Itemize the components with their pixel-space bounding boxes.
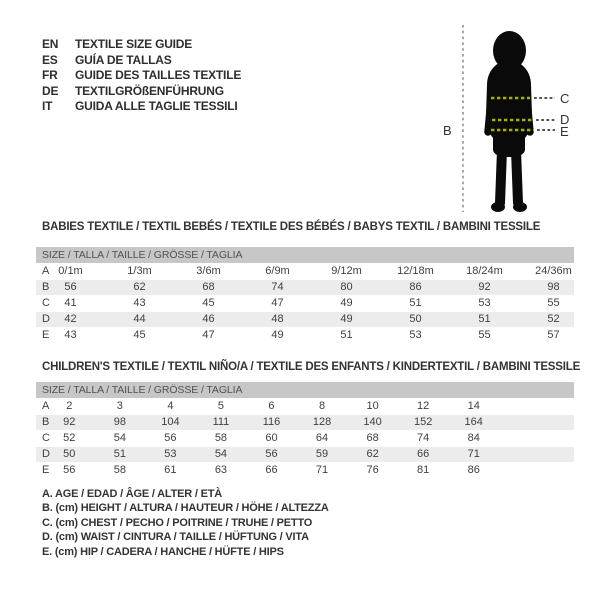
table-cell: 68 [366, 432, 379, 444]
language-label: TEXTILE SIZE GUIDE [75, 37, 193, 51]
table-cell: 62 [133, 281, 146, 293]
row-cells [44, 398, 499, 414]
table-cell: 49 [340, 313, 353, 325]
table-row-C [36, 430, 574, 446]
table-cell: 55 [547, 297, 560, 309]
table-cell: 71 [315, 464, 329, 476]
table-row-A [36, 263, 574, 279]
table-cell: 56 [63, 464, 76, 476]
table-cell: 12/18m [397, 265, 434, 277]
table-cell: 62 [366, 448, 379, 460]
language-code: FR [42, 68, 58, 82]
table-cell: 54 [214, 448, 228, 460]
table-row-E [36, 327, 574, 343]
table-cell: 74 [417, 432, 430, 444]
table-cell: 1/3m [127, 265, 152, 277]
language-label: GUÍA DE TALLAS [75, 52, 172, 67]
table-cell: 43 [133, 297, 146, 309]
table-cell: 68 [202, 281, 215, 293]
table-cell: 6 [268, 400, 275, 412]
row-cells [36, 280, 588, 295]
table-cell: 4 [167, 400, 174, 412]
legend-line: B. (cm) HEIGHT / ALTURA / HAUTEUR / HÖHE / ALTEZZA [42, 502, 329, 515]
table-cell: 12 [417, 400, 430, 412]
legend-line: C. (cm) CHEST / PECHO / POITRINE / TRUHE / PETTO [42, 516, 313, 529]
language-code: IT [42, 99, 53, 113]
table-cell: 56 [164, 432, 177, 444]
table-cell: 5 [217, 400, 224, 412]
table-cell: 24/36m [535, 265, 572, 277]
table-cell: 63 [214, 464, 228, 476]
children-table-header: SIZE / TALLA / TAILLE / GRÖSSE / TAGLIA [36, 382, 574, 398]
table-cell: 47 [271, 297, 284, 309]
legend-line: E. (cm) HIP / CADERA / HANCHE / HÜFTE / HIPS [42, 545, 284, 558]
table-cell: 111 [212, 416, 230, 428]
language-row [42, 68, 241, 84]
language-code: DE [42, 83, 59, 98]
language-row [42, 37, 241, 53]
table-cell: 46 [202, 313, 215, 325]
row-label: B [42, 281, 50, 293]
language-label: TEXTILGRÖßENFÜHRUNG [75, 83, 224, 98]
table-cell: 104 [161, 416, 180, 428]
row-label: C [42, 297, 50, 309]
row-label: A [42, 265, 50, 277]
row-label: D [42, 313, 50, 325]
table-cell: 66 [417, 448, 430, 460]
table-cell: 86 [467, 464, 480, 476]
table-cell: 74 [271, 281, 284, 293]
table-cell: 44 [133, 313, 146, 325]
table-cell: 18/24m [466, 265, 503, 277]
table-cell: 76 [366, 464, 379, 476]
table-cell: 53 [164, 448, 177, 460]
table-cell: 140 [363, 416, 382, 428]
height-label: B [443, 123, 452, 138]
table-cell: 164 [464, 416, 483, 428]
table-cell: 58 [214, 432, 228, 444]
babies-size-table [36, 247, 574, 343]
language-row [42, 53, 241, 69]
table-cell: 50 [63, 448, 76, 460]
row-cells [36, 312, 588, 327]
table-cell: 53 [478, 297, 491, 309]
table-row-B [36, 279, 574, 295]
silhouette-body [486, 31, 532, 212]
table-cell: 45 [202, 297, 215, 309]
table-row-B [36, 414, 574, 430]
table-cell: 54 [113, 432, 126, 444]
table-row-A [36, 398, 574, 414]
table-cell: 128 [312, 416, 332, 428]
table-cell: 98 [113, 416, 126, 428]
table-cell: 57 [547, 329, 560, 341]
row-cells [44, 415, 499, 430]
language-label: GUIDE DES TAILLES TEXTILE [75, 68, 242, 82]
table-row-D [36, 446, 574, 462]
row-cells [44, 430, 499, 446]
row-cells [44, 462, 499, 478]
language-code: ES [42, 52, 58, 67]
table-cell: 49 [271, 329, 284, 341]
table-cell: 52 [63, 432, 76, 444]
table-cell: 53 [409, 329, 422, 341]
table-cell: 3/6m [196, 265, 221, 277]
table-cell: 80 [340, 281, 353, 293]
table-cell: 51 [113, 448, 126, 460]
babies-table-header: SIZE / TALLA / TAILLE / GRÖSSE / TAGLIA [36, 247, 574, 263]
table-cell: 66 [265, 464, 278, 476]
table-cell: 55 [478, 329, 491, 341]
table-cell: 92 [478, 281, 491, 293]
table-cell: 45 [133, 329, 146, 341]
row-label: D [42, 448, 50, 460]
row-label: E [42, 464, 50, 476]
table-cell: 0/1m [58, 265, 83, 277]
table-cell: 59 [315, 448, 329, 460]
children-table-body [36, 398, 574, 478]
table-cell: 50 [409, 313, 422, 325]
row-cells [44, 447, 499, 462]
table-cell: 56 [64, 281, 77, 293]
table-cell: 8 [318, 400, 326, 412]
table-cell: 51 [340, 329, 353, 341]
table-cell: 56 [265, 448, 278, 460]
chest-label: C [560, 91, 570, 106]
row-label: B [42, 416, 50, 428]
language-row [42, 99, 241, 115]
table-cell: 48 [271, 313, 284, 325]
language-list [42, 37, 241, 115]
waist-label: D [560, 112, 570, 127]
table-cell: 60 [265, 432, 278, 444]
row-label: A [42, 400, 50, 412]
table-cell: 81 [417, 464, 430, 476]
table-cell: 98 [547, 281, 560, 293]
table-cell: 41 [64, 297, 77, 309]
table-cell: 6/9m [265, 265, 290, 277]
child-silhouette-figure [430, 10, 600, 230]
table-cell: 10 [366, 400, 379, 412]
table-cell: 43 [64, 329, 77, 341]
table-cell: 152 [413, 416, 433, 428]
language-code: EN [42, 37, 59, 51]
legend-line: A. AGE / EDAD / ÂGE / ALTER / ETÀ [42, 488, 223, 500]
row-cells [36, 295, 588, 311]
table-row-E [36, 462, 574, 478]
table-cell: 61 [164, 464, 177, 476]
table-cell: 47 [202, 329, 215, 341]
table-cell: 9/12m [331, 265, 362, 277]
language-row [42, 84, 241, 100]
table-cell: 92 [63, 416, 76, 428]
table-cell: 86 [409, 281, 422, 293]
table-cell: 2 [66, 400, 73, 412]
children-size-table [36, 382, 574, 478]
table-cell: 58 [113, 464, 126, 476]
table-cell: 116 [262, 416, 281, 428]
table-cell: 14 [467, 400, 480, 412]
table-cell: 3 [116, 400, 123, 412]
table-row-D [36, 311, 574, 327]
table-cell: 71 [467, 448, 480, 460]
table-row-C [36, 295, 574, 311]
babies-table-body [36, 263, 574, 343]
children-table-title: CHILDREN'S TEXTILE / TEXTIL NIÑO/A / TEXTILE DES ENFANTS / KINDERTEXTIL / BAMBINI TESSILE [42, 361, 581, 373]
table-cell: 51 [409, 297, 422, 309]
table-cell: 52 [547, 313, 560, 325]
row-cells [36, 327, 588, 343]
table-cell: 51 [478, 313, 491, 325]
legend-line: D. (cm) WAIST / CINTURA / TAILLE / HÜFTUNG / VITA [42, 531, 309, 544]
row-label: C [42, 432, 50, 444]
hip-label: E [560, 124, 569, 139]
row-label: E [42, 329, 50, 341]
row-cells [36, 263, 588, 279]
table-cell: 49 [340, 297, 353, 309]
table-cell: 64 [315, 432, 329, 444]
table-cell: 42 [64, 313, 77, 325]
language-label: GUIDA ALLE TAGLIE TESSILI [75, 99, 238, 113]
table-cell: 84 [467, 432, 480, 444]
babies-table-title: BABIES TEXTILE / TEXTIL BEBÉS / TEXTILE DES BÉBÉS / BABYS TEXTIL / BAMBINI TESSILE [42, 221, 541, 233]
measurement-legend [42, 487, 329, 559]
